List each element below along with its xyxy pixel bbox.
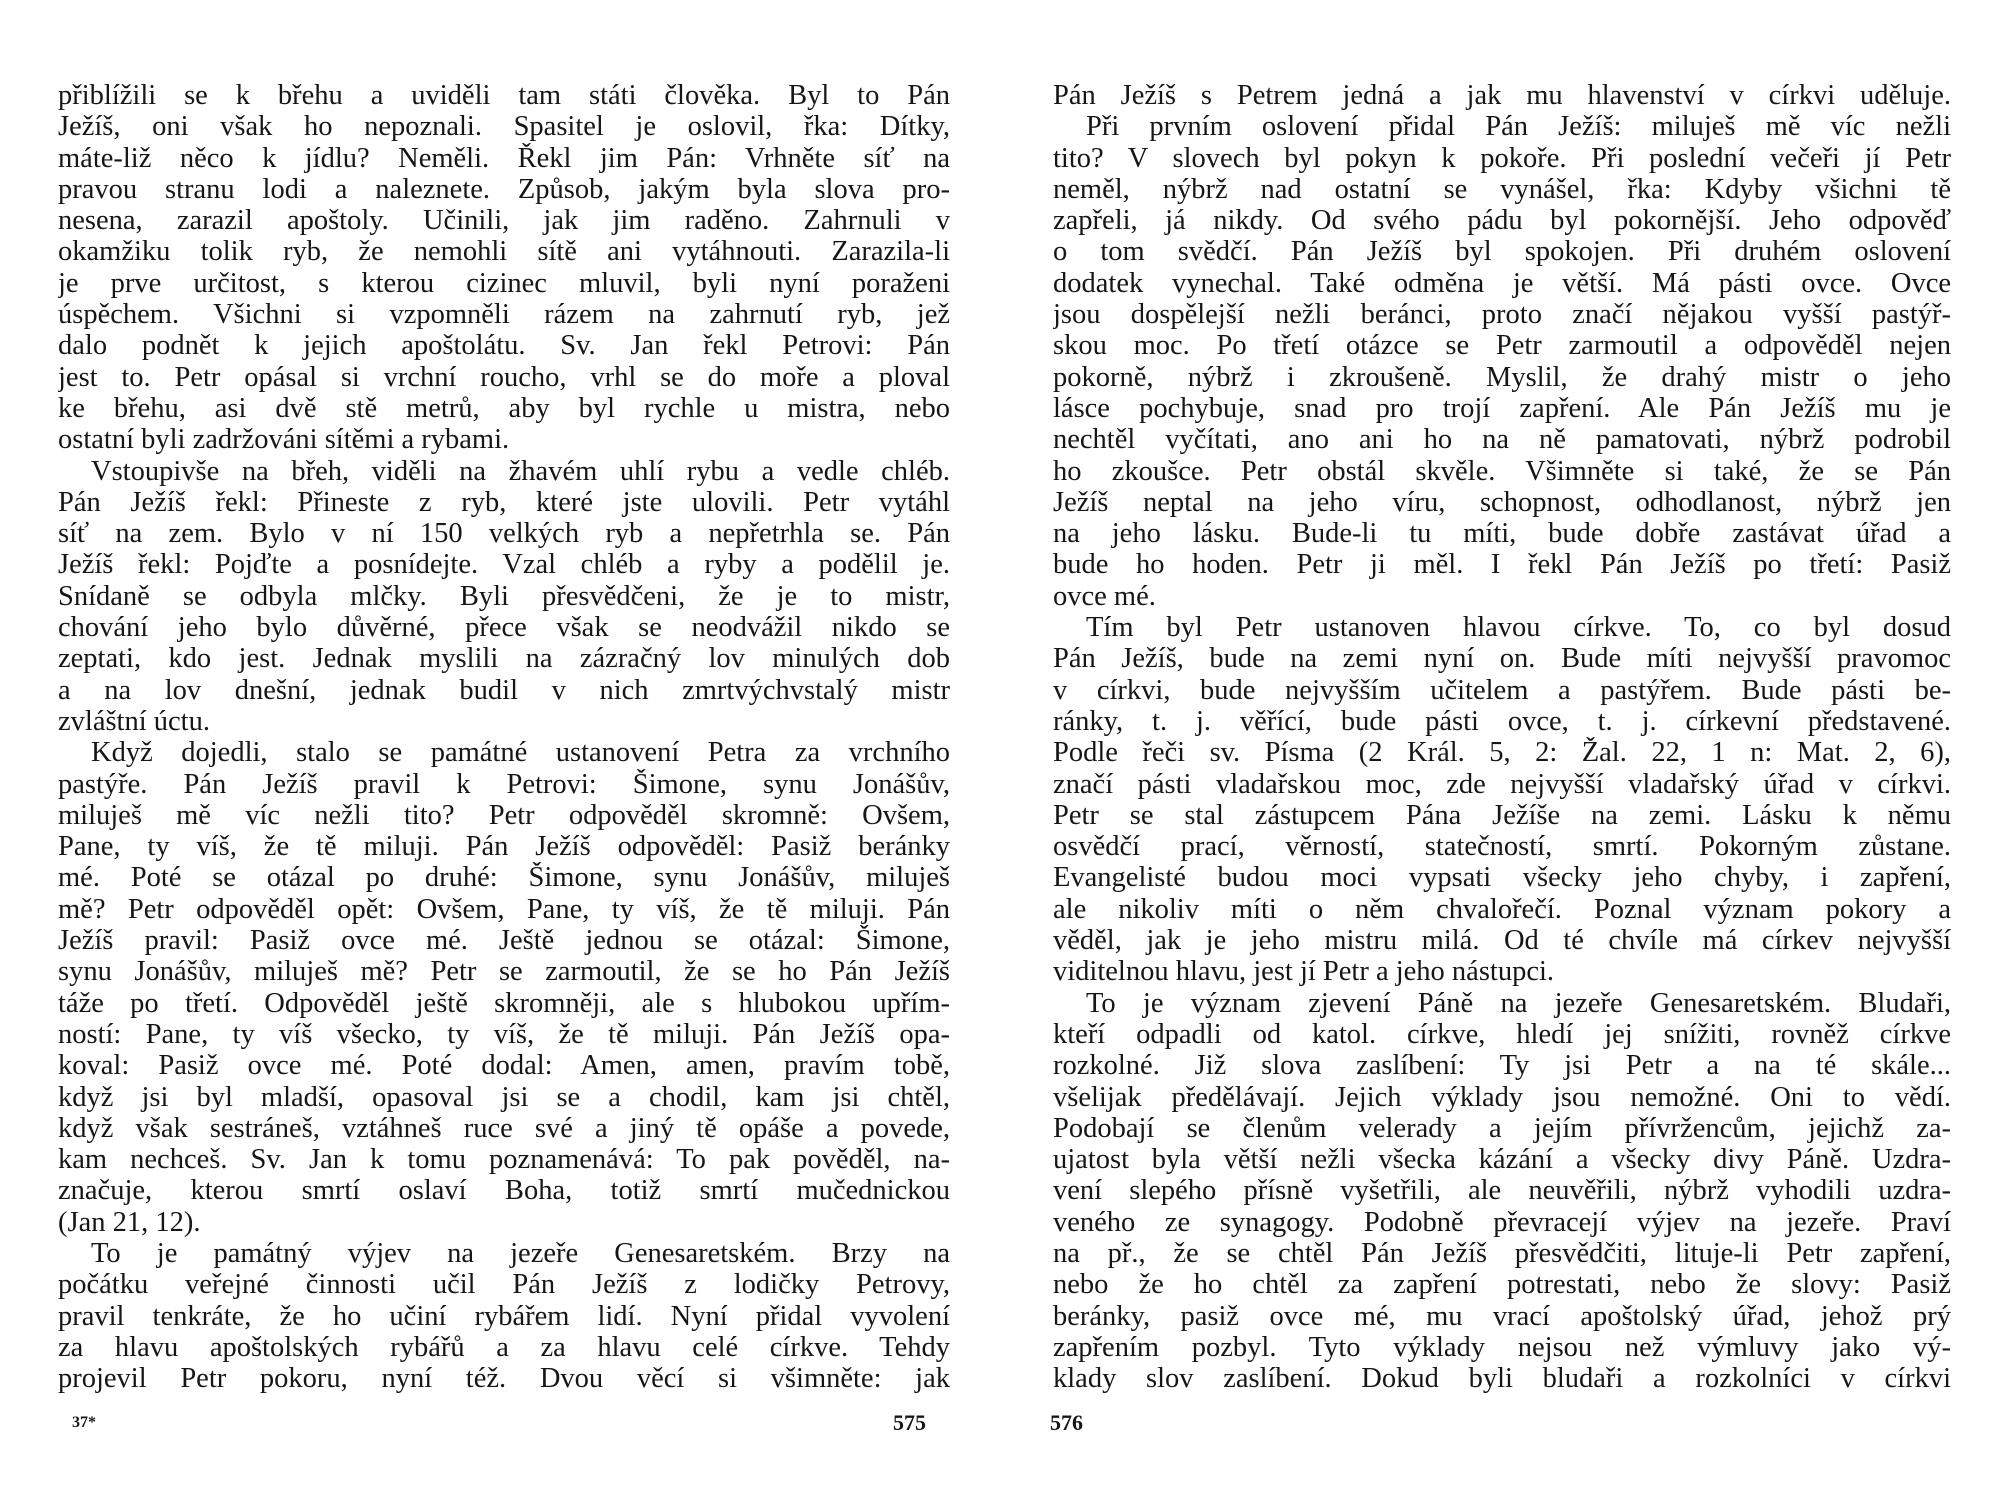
text-line: ke břehu, asi dvě stě metrů, aby byl rychle u mistra, nebo [58, 392, 950, 424]
text-line: máte-liž něco k jídlu? Neměli. Řekl jim Pán: Vrhněte síť na [58, 142, 950, 174]
text-line: o tom svědčí. Pán Ježíš byl spokojen. Při druhém oslovení [1053, 236, 1951, 268]
text-line: zvláštní úctu. [58, 705, 210, 737]
text-line: jest to. Petr opásal si vrchní roucho, vrhl se do moře a ploval [58, 361, 950, 393]
text-line: Podobají se členům velerady a jejím přívržencům, jejichž za- [1053, 1112, 1951, 1144]
text-line: když jsi byl mladší, opasoval jsi se a chodil, kam jsi chtěl, [58, 1081, 950, 1113]
text-line: viditelnou hlavu, jest jí Petr a jeho nástupci. [1053, 956, 1555, 988]
text-line: Vstoupivše na břeh, viděli na žhavém uhlí rybu a vedle chléb. [91, 455, 950, 487]
text-line: (Jan 21, 12). [58, 1206, 201, 1238]
right-page [998, 0, 1996, 1500]
text-line: za hlavu apoštolských rybářů a za hlavu celé církve. Tehdy [58, 1331, 950, 1363]
text-line: vení slepého přísně vyšetřili, ale neuvěřili, nýbrž vyhodili uzdra- [1053, 1175, 1951, 1207]
text-line: jsou dospělejší nežli beránci, proto značí nějakou vyšší pastýř- [1053, 299, 1951, 331]
text-line: To je památný výjev na jezeře Genesaretském. Brzy na [91, 1237, 950, 1269]
left-page-text [58, 80, 950, 1394]
text-line: a na lov dnešní, jednak budil v nich zmrtvýchvstalý mistr [58, 674, 950, 706]
text-line: v církvi, bude nejvyšším učitelem a pastýřem. Bude pásti be- [1053, 674, 1951, 706]
text-line: nechtěl vyčítati, ano ani ho na ně pamatovati, nýbrž podrobil [1053, 424, 1951, 456]
printer-signature: 37* [72, 1414, 96, 1431]
text-line: projevil Petr pokoru, nyní též. Dvou věcí si všimněte: jak [58, 1363, 950, 1395]
text-line: Ježíš neptal na jeho víru, schopnost, odhodlanost, nýbrž jen [1053, 486, 1951, 518]
text-line: synu Jonášův, miluješ mě? Petr se zarmoutil, že se ho Pán Ježíš [58, 956, 950, 988]
text-line: značí pásti vladařskou moc, zde nejvyšší vladařský úřad v církvi. [1053, 768, 1951, 800]
text-line: Snídaně se odbyla mlčky. Byli přesvědčeni, že je to mistr, [58, 580, 950, 612]
text-line: všelijak předělávají. Jejich výklady jsou nemožné. Oni to vědí. [1053, 1081, 1951, 1113]
text-line: miluješ mě víc nežli tito? Petr odpověděl skromně: Ovšem, [58, 799, 950, 831]
text-line: To je význam zjevení Páně na jezeře Genesaretském. Bludaři, [1086, 987, 1951, 1019]
text-line: dalo podnět k jejich apoštolátu. Sv. Jan řekl Petrovi: Pán [58, 330, 950, 362]
page-number-576: 576 [1050, 1410, 1083, 1435]
text-line: klady slov zaslíbení. Dokud byli bludaři a rozkolníci v církvi [1053, 1363, 1951, 1395]
text-line: Petr se stal zástupcem Pána Ježíše na zemi. Lásku k němu [1053, 799, 1951, 831]
text-line: Tím byl Petr ustanoven hlavou církve. To, co byl dosud [1086, 612, 1951, 644]
page-number-575: 575 [893, 1410, 926, 1435]
text-line: nesena, zarazil apoštoly. Učinili, jak jim raděno. Zahrnuli v [58, 205, 950, 237]
text-line: Pane, ty víš, že tě miluji. Pán Ježíš odpověděl: Pasiž beránky [58, 831, 950, 863]
text-line: Při prvním oslovení přidal Pán Ježíš: miluješ mě víc nežli [1086, 111, 1951, 143]
text-line: ho zkoušce. Petr obstál skvěle. Všimněte si také, že se Pán [1053, 455, 1951, 487]
text-line: osvědčí prací, věrností, statečností, smrtí. Pokorným zůstane. [1053, 831, 1951, 863]
text-line: okamžiku tolik ryb, že nemohli sítě ani vytáhnouti. Zarazila-li [58, 236, 950, 268]
text-line: beránky, pasiž ovce mé, mu vrací apoštolský úřad, jehož prý [1053, 1300, 1951, 1332]
text-line: ostatní byli zadržováni sítěmi a rybami. [58, 424, 510, 456]
text-line: neměl, nýbrž nad ostatní se vynášel, řka: Kdyby všichni tě [1053, 173, 1951, 205]
text-line: skou moc. Po třetí otázce se Petr zarmoutil a odpověděl nejen [1053, 330, 1951, 362]
text-line: Pán Ježíš řekl: Přineste z ryb, které jste ulovili. Petr vytáhl [58, 486, 950, 518]
text-line: lásce pochybuje, snad pro trojí zapření. Ale Pán Ježíš mu je [1053, 392, 1951, 424]
text-line: mé. Poté se otázal po druhé: Šimone, synu Jonášův, miluješ [58, 862, 950, 894]
text-line: Když dojedli, stalo se památné ustanovení Petra za vrchního [91, 737, 950, 769]
text-line: pravou stranu lodi a naleznete. Způsob, jakým byla slova pro- [58, 173, 950, 205]
text-line: pastýře. Pán Ježíš pravil k Petrovi: Šimone, synu Jonášův, [58, 768, 950, 800]
text-line: zeptati, kdo jest. Jednak myslili na zázračný lov minulých dob [58, 643, 950, 675]
text-line: kam nechceš. Sv. Jan k tomu poznamenává: To pak pověděl, na- [58, 1144, 950, 1176]
right-page-text [1053, 80, 1951, 1394]
text-line: nebo že ho chtěl za zapření potrestati, nebo že slovy: Pasiž [1053, 1269, 1951, 1301]
text-line: veného ze synagogy. Podobně převracejí výjev na jezeře. Praví [1053, 1206, 1951, 1238]
text-line: Evangelisté budou moci vypsati všecky jeho chyby, i zapření, [1053, 862, 1951, 894]
text-line: značuje, kterou smrtí oslaví Boha, totiž smrtí mučednickou [58, 1175, 950, 1207]
text-line: ránky, t. j. věřící, bude pásti ovce, t. j. církevní představené. [1053, 705, 1951, 737]
text-line: mě? Petr odpověděl opět: Ovšem, Pane, ty víš, že tě miluji. Pán [58, 893, 950, 925]
text-line: táže po třetí. Odpověděl ještě skromněji, ale s hlubokou upřím- [58, 987, 950, 1019]
text-line: rozkolné. Již slova zaslíbení: Ty jsi Petr a na té skále... [1053, 1050, 1951, 1082]
text-line: pokorně, nýbrž i zkroušeně. Myslil, že drahý mistr o jeho [1053, 361, 1951, 393]
text-line: když však sestráneš, vztáhneš ruce své a jiný tě opáše a povede, [58, 1112, 950, 1144]
text-line: Ježíš, oni však ho nepoznali. Spasitel je oslovil, řka: Dítky, [58, 111, 950, 143]
text-line: je prve určitost, s kterou cizinec mluvil, byli nyní poraženi [58, 267, 950, 299]
text-line: přiblížili se k břehu a uviděli tam státi člověka. Byl to Pán [58, 80, 950, 111]
text-line: Pán Ježíš, bude na zemi nyní on. Bude míti nejvyšší pravomoc [1053, 643, 1951, 675]
text-line: ujatost byla větší nežli všecka kázání a všecky divy Páně. Uzdra- [1053, 1144, 1951, 1176]
text-line: Ježíš pravil: Pasiž ovce mé. Ještě jednou se otázal: Šimone, [58, 925, 950, 957]
text-line: úspěchem. Všichni si vzpomněli rázem na zahrnutí ryb, jež [58, 299, 950, 331]
text-line: zapřením pozbyl. Tyto výklady nejsou než výmluvy jako vý- [1053, 1331, 1951, 1363]
text-line: síť na zem. Bylo v ní 150 velkých ryb a nepřetrhla se. Pán [58, 518, 950, 550]
text-line: tito? V slovech byl pokyn k pokoře. Při poslední večeři jí Petr [1053, 142, 1951, 174]
text-line: Podle řeči sv. Písma (2 Král. 5, 2: Žal. 22, 1 n: Mat. 2, 6), [1053, 737, 1951, 769]
text-line: kteří odpadli od katol. církve, hledí jej snížiti, rovněž církve [1053, 1018, 1951, 1050]
text-line: chování jeho bylo důvěrné, přece však se neodvážil nikdo se [58, 612, 950, 644]
text-line: zapřeli, já nikdy. Od svého pádu byl pokornější. Jeho odpověď [1053, 205, 1951, 237]
text-line: ale nikoliv míti o něm chvalořečí. Poznal význam pokory a [1053, 893, 1951, 925]
text-line: pravil tenkráte, že ho učiní rybářem lidí. Nyní přidal vyvolení [58, 1300, 950, 1332]
text-line: Ježíš řekl: Pojďte a posnídejte. Vzal chléb a ryby a podělil je. [58, 549, 950, 581]
text-line: věděl, jak je jeho mistru milá. Od té chvíle má církev nejvyšší [1053, 925, 1951, 957]
text-line: bude ho hoden. Petr ji měl. I řekl Pán Ježíš po třetí: Pasiž [1053, 549, 1951, 581]
text-line: ností: Pane, ty víš všecko, ty víš, že tě miluji. Pán Ježíš opa- [58, 1018, 950, 1050]
text-line: na jeho lásku. Bude-li tu míti, bude dobře zastávat úřad a [1053, 518, 1951, 550]
text-line: ovce mé. [1053, 580, 1156, 612]
text-line: na př., že se chtěl Pán Ježíš přesvědčiti, lituje-li Petr zapření, [1053, 1237, 1951, 1269]
text-line: koval: Pasiž ovce mé. Poté dodal: Amen, amen, pravím tobě, [58, 1050, 950, 1082]
text-line: Pán Ježíš s Petrem jedná a jak mu hlavenství v církvi uděluje. [1053, 80, 1951, 111]
text-line: počátku veřejné činnosti učil Pán Ježíš z lodičky Petrovy, [58, 1269, 950, 1301]
text-line: dodatek vynechal. Také odměna je větší. Má pásti ovce. Ovce [1053, 267, 1951, 299]
